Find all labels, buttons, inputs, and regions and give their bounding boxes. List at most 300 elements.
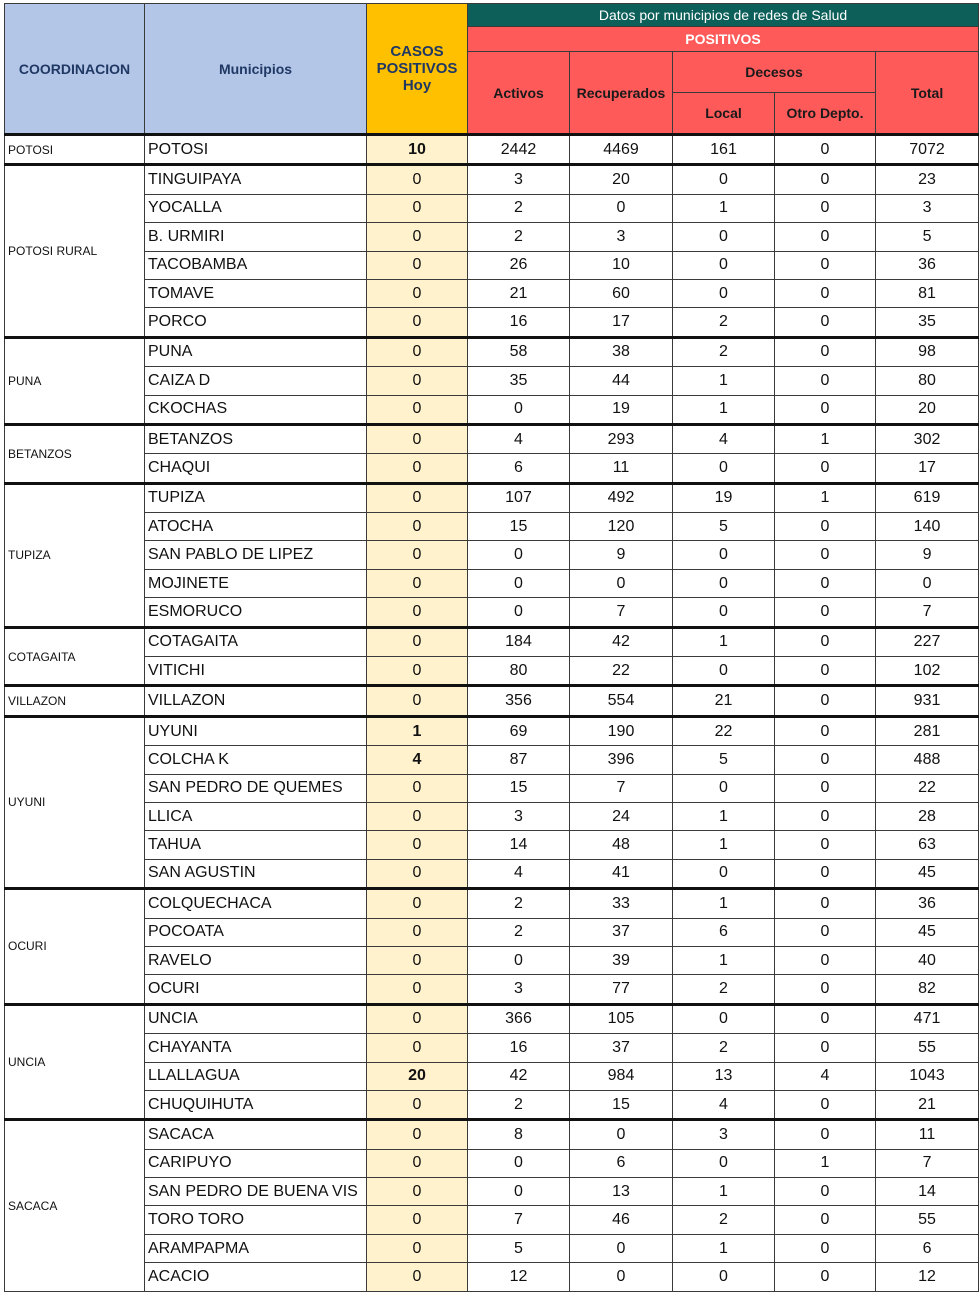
activos-cell: 3 [468, 165, 570, 194]
municipio-cell: ARAMPAPMA [145, 1234, 367, 1262]
table-row [5, 1004, 979, 1033]
activos-cell: 21 [468, 279, 570, 307]
total-cell: 23 [876, 165, 979, 194]
activos-cell: 2442 [468, 135, 570, 165]
local-cell: 1 [673, 1178, 775, 1206]
total-cell: 140 [876, 513, 979, 541]
municipio-cell: TOMAVE [145, 279, 367, 307]
local-cell: 4 [673, 424, 775, 453]
total-cell: 98 [876, 337, 979, 366]
otro-depto-cell: 0 [775, 1234, 876, 1262]
casos-hoy-cell: 0 [367, 918, 468, 946]
local-cell: 1 [673, 831, 775, 859]
municipio-cell: SAN PABLO DE LIPEZ [145, 541, 367, 569]
table-row [5, 1206, 979, 1234]
recuperados-cell: 48 [570, 831, 673, 859]
activos-cell: 0 [468, 541, 570, 569]
table-row [5, 746, 979, 774]
table-row [5, 337, 979, 366]
activos-cell: 4 [468, 859, 570, 888]
recuperados-cell: 0 [570, 1120, 673, 1149]
local-cell: 1 [673, 395, 775, 424]
otro-depto-cell: 0 [775, 135, 876, 165]
total-cell: 6 [876, 1234, 979, 1262]
activos-cell: 14 [468, 831, 570, 859]
municipio-cell: PORCO [145, 308, 367, 337]
otro-depto-cell: 0 [775, 1034, 876, 1062]
table-row [5, 686, 979, 716]
header-recuperados: Recuperados [570, 52, 673, 135]
total-cell: 80 [876, 367, 979, 395]
table-row [5, 569, 979, 597]
otro-depto-cell: 0 [775, 1206, 876, 1234]
activos-cell: 4 [468, 424, 570, 453]
otro-depto-cell: 0 [775, 308, 876, 337]
table-row [5, 279, 979, 307]
otro-depto-cell: 0 [775, 513, 876, 541]
otro-depto-cell: 0 [775, 802, 876, 830]
otro-depto-cell: 0 [775, 194, 876, 222]
coordinacion-cell: COTAGAITA [5, 627, 145, 686]
recuperados-cell: 38 [570, 337, 673, 366]
header-municipios: Municipios [145, 4, 367, 135]
table-row [5, 454, 979, 483]
table-row [5, 194, 979, 222]
total-cell: 35 [876, 308, 979, 337]
otro-depto-cell: 1 [775, 424, 876, 453]
local-cell: 0 [673, 251, 775, 279]
coordinacion-cell: SACACA [5, 1120, 145, 1291]
table-row [5, 859, 979, 888]
casos-hoy-cell: 0 [367, 598, 468, 627]
total-cell: 1043 [876, 1062, 979, 1090]
total-cell: 55 [876, 1034, 979, 1062]
recuperados-cell: 37 [570, 1034, 673, 1062]
activos-cell: 2 [468, 194, 570, 222]
municipio-cell: ATOCHA [145, 513, 367, 541]
municipio-cell: VITICHI [145, 657, 367, 686]
recuperados-cell: 0 [570, 1234, 673, 1262]
municipio-cell: OCURI [145, 975, 367, 1004]
otro-depto-cell: 0 [775, 1004, 876, 1033]
activos-cell: 3 [468, 802, 570, 830]
local-cell: 2 [673, 1034, 775, 1062]
recuperados-cell: 0 [570, 194, 673, 222]
table-row [5, 918, 979, 946]
activos-cell: 16 [468, 308, 570, 337]
otro-depto-cell: 0 [775, 279, 876, 307]
local-cell: 0 [673, 1149, 775, 1177]
total-cell: 22 [876, 774, 979, 802]
otro-depto-cell: 0 [775, 1178, 876, 1206]
table-row [5, 251, 979, 279]
local-cell: 1 [673, 946, 775, 974]
otro-depto-cell: 0 [775, 859, 876, 888]
casos-hoy-cell: 0 [367, 367, 468, 395]
coordinacion-cell: VILLAZON [5, 686, 145, 716]
local-cell: 2 [673, 308, 775, 337]
total-cell: 102 [876, 657, 979, 686]
municipio-cell: POCOATA [145, 918, 367, 946]
recuperados-cell: 22 [570, 657, 673, 686]
total-cell: 45 [876, 918, 979, 946]
coordinacion-cell: BETANZOS [5, 424, 145, 483]
recuperados-cell: 396 [570, 746, 673, 774]
municipio-cell: LLICA [145, 802, 367, 830]
total-cell: 619 [876, 483, 979, 512]
activos-cell: 184 [468, 627, 570, 656]
coordinacion-cell: UNCIA [5, 1004, 145, 1120]
recuperados-cell: 190 [570, 716, 673, 745]
activos-cell: 15 [468, 513, 570, 541]
otro-depto-cell: 0 [775, 395, 876, 424]
activos-cell: 42 [468, 1062, 570, 1090]
local-cell: 1 [673, 194, 775, 222]
casos-hoy-cell: 0 [367, 1263, 468, 1291]
municipio-cell: UNCIA [145, 1004, 367, 1033]
local-cell: 3 [673, 1120, 775, 1149]
otro-depto-cell: 0 [775, 454, 876, 483]
recuperados-cell: 33 [570, 889, 673, 918]
recuperados-cell: 4469 [570, 135, 673, 165]
activos-cell: 2 [468, 223, 570, 251]
recuperados-cell: 42 [570, 627, 673, 656]
casos-hoy-cell: 0 [367, 279, 468, 307]
casos-hoy-cell: 4 [367, 746, 468, 774]
casos-hoy-cell: 0 [367, 657, 468, 686]
recuperados-cell: 7 [570, 598, 673, 627]
casos-hoy-cell: 0 [367, 424, 468, 453]
activos-cell: 0 [468, 946, 570, 974]
table-row [5, 513, 979, 541]
casos-hoy-cell: 0 [367, 541, 468, 569]
local-cell: 161 [673, 135, 775, 165]
activos-cell: 356 [468, 686, 570, 716]
table-row [5, 165, 979, 194]
activos-cell: 0 [468, 395, 570, 424]
table-row [5, 395, 979, 424]
table-row [5, 946, 979, 974]
coordinacion-cell: TUPIZA [5, 483, 145, 627]
total-cell: 40 [876, 946, 979, 974]
local-cell: 0 [673, 279, 775, 307]
table-row [5, 598, 979, 627]
table-row [5, 541, 979, 569]
municipio-cell: SAN PEDRO DE BUENA VIS [145, 1178, 367, 1206]
recuperados-cell: 9 [570, 541, 673, 569]
municipio-cell: ESMORUCO [145, 598, 367, 627]
table-row [5, 1263, 979, 1291]
table-row [5, 1149, 979, 1177]
total-cell: 20 [876, 395, 979, 424]
casos-hoy-cell: 0 [367, 337, 468, 366]
local-cell: 1 [673, 367, 775, 395]
total-cell: 302 [876, 424, 979, 453]
activos-cell: 2 [468, 918, 570, 946]
activos-cell: 58 [468, 337, 570, 366]
recuperados-cell: 60 [570, 279, 673, 307]
otro-depto-cell: 0 [775, 1120, 876, 1149]
casos-hoy-cell: 0 [367, 975, 468, 1004]
recuperados-cell: 293 [570, 424, 673, 453]
municipio-cell: SAN AGUSTIN [145, 859, 367, 888]
municipio-cell: UYUNI [145, 716, 367, 745]
total-cell: 227 [876, 627, 979, 656]
casos-hoy-cell: 0 [367, 627, 468, 656]
table-row [5, 889, 979, 918]
local-cell: 0 [673, 454, 775, 483]
casos-hoy-cell: 0 [367, 831, 468, 859]
coordinacion-cell: UYUNI [5, 716, 145, 888]
casos-hoy-cell: 0 [367, 1090, 468, 1119]
local-cell: 0 [673, 541, 775, 569]
recuperados-cell: 46 [570, 1206, 673, 1234]
table-row [5, 424, 979, 453]
activos-cell: 69 [468, 716, 570, 745]
recuperados-cell: 19 [570, 395, 673, 424]
casos-hoy-cell: 0 [367, 165, 468, 194]
municipio-cell: COTAGAITA [145, 627, 367, 656]
local-cell: 0 [673, 223, 775, 251]
table-row [5, 831, 979, 859]
municipio-cell: LLALLAGUA [145, 1062, 367, 1090]
casos-hoy-cell: 0 [367, 1004, 468, 1033]
casos-hoy-cell: 0 [367, 1149, 468, 1177]
casos-hoy-cell: 0 [367, 1206, 468, 1234]
municipio-cell: TAHUA [145, 831, 367, 859]
recuperados-cell: 77 [570, 975, 673, 1004]
local-cell: 1 [673, 802, 775, 830]
otro-depto-cell: 0 [775, 889, 876, 918]
table-row [5, 483, 979, 512]
total-cell: 63 [876, 831, 979, 859]
municipio-cell: CKOCHAS [145, 395, 367, 424]
local-cell: 0 [673, 657, 775, 686]
activos-cell: 5 [468, 1234, 570, 1262]
activos-cell: 80 [468, 657, 570, 686]
activos-cell: 3 [468, 975, 570, 1004]
municipio-cell: YOCALLA [145, 194, 367, 222]
table-row [5, 975, 979, 1004]
table-row [5, 657, 979, 686]
casos-hoy-cell: 0 [367, 251, 468, 279]
total-cell: 7 [876, 1149, 979, 1177]
total-cell: 28 [876, 802, 979, 830]
recuperados-cell: 554 [570, 686, 673, 716]
table-row [5, 802, 979, 830]
municipio-cell: SAN PEDRO DE QUEMES [145, 774, 367, 802]
activos-cell: 0 [468, 1178, 570, 1206]
otro-depto-cell: 0 [775, 946, 876, 974]
local-cell: 2 [673, 1206, 775, 1234]
coordinacion-cell: PUNA [5, 337, 145, 424]
recuperados-cell: 24 [570, 802, 673, 830]
municipio-cell: POTOSI [145, 135, 367, 165]
local-cell: 13 [673, 1062, 775, 1090]
table-row [5, 1062, 979, 1090]
otro-depto-cell: 0 [775, 165, 876, 194]
municipio-cell: BETANZOS [145, 424, 367, 453]
casos-hoy-cell: 0 [367, 513, 468, 541]
coordinacion-cell: POTOSI [5, 135, 145, 165]
total-cell: 5 [876, 223, 979, 251]
casos-hoy-cell: 0 [367, 1120, 468, 1149]
municipio-cell: COLCHA K [145, 746, 367, 774]
table-row [5, 1234, 979, 1262]
municipio-cell: PUNA [145, 337, 367, 366]
table-row [5, 716, 979, 745]
recuperados-cell: 13 [570, 1178, 673, 1206]
table-row [5, 774, 979, 802]
municipio-cell: COLQUECHACA [145, 889, 367, 918]
total-cell: 7 [876, 598, 979, 627]
activos-cell: 12 [468, 1263, 570, 1291]
municipio-cell: TINGUIPAYA [145, 165, 367, 194]
header-activos: Activos [468, 52, 570, 135]
recuperados-cell: 11 [570, 454, 673, 483]
casos-hoy-cell: 0 [367, 395, 468, 424]
casos-hoy-cell: 0 [367, 859, 468, 888]
activos-cell: 16 [468, 1034, 570, 1062]
total-cell: 17 [876, 454, 979, 483]
casos-hoy-cell: 0 [367, 483, 468, 512]
activos-cell: 2 [468, 889, 570, 918]
local-cell: 19 [673, 483, 775, 512]
table-row [5, 1178, 979, 1206]
total-cell: 21 [876, 1090, 979, 1119]
recuperados-cell: 7 [570, 774, 673, 802]
municipio-cell: SACACA [145, 1120, 367, 1149]
municipio-cell: MOJINETE [145, 569, 367, 597]
total-cell: 471 [876, 1004, 979, 1033]
casos-hoy-cell: 0 [367, 802, 468, 830]
recuperados-cell: 20 [570, 165, 673, 194]
recuperados-cell: 39 [570, 946, 673, 974]
otro-depto-cell: 4 [775, 1062, 876, 1090]
recuperados-cell: 41 [570, 859, 673, 888]
activos-cell: 87 [468, 746, 570, 774]
total-cell: 12 [876, 1263, 979, 1291]
activos-cell: 366 [468, 1004, 570, 1033]
recuperados-cell: 17 [570, 308, 673, 337]
activos-cell: 0 [468, 1149, 570, 1177]
total-cell: 14 [876, 1178, 979, 1206]
total-cell: 7072 [876, 135, 979, 165]
total-cell: 82 [876, 975, 979, 1004]
local-cell: 5 [673, 746, 775, 774]
total-cell: 55 [876, 1206, 979, 1234]
recuperados-cell: 37 [570, 918, 673, 946]
local-cell: 6 [673, 918, 775, 946]
casos-hoy-cell: 0 [367, 946, 468, 974]
otro-depto-cell: 0 [775, 918, 876, 946]
local-cell: 1 [673, 1234, 775, 1262]
municipio-cell: CARIPUYO [145, 1149, 367, 1177]
municipio-cell: CHAYANTA [145, 1034, 367, 1062]
otro-depto-cell: 0 [775, 1090, 876, 1119]
total-cell: 36 [876, 251, 979, 279]
otro-depto-cell: 0 [775, 223, 876, 251]
casos-hoy-cell: 1 [367, 716, 468, 745]
total-cell: 931 [876, 686, 979, 716]
otro-depto-cell: 0 [775, 657, 876, 686]
activos-cell: 35 [468, 367, 570, 395]
casos-hoy-cell: 0 [367, 223, 468, 251]
casos-hoy-cell: 0 [367, 889, 468, 918]
coordinacion-cell: OCURI [5, 889, 145, 1005]
activos-cell: 0 [468, 569, 570, 597]
activos-cell: 107 [468, 483, 570, 512]
total-cell: 81 [876, 279, 979, 307]
otro-depto-cell: 0 [775, 746, 876, 774]
otro-depto-cell: 0 [775, 686, 876, 716]
casos-hoy-cell: 0 [367, 194, 468, 222]
recuperados-cell: 3 [570, 223, 673, 251]
casos-hoy-cell: 0 [367, 1034, 468, 1062]
recuperados-cell: 120 [570, 513, 673, 541]
municipio-cell: RAVELO [145, 946, 367, 974]
recuperados-cell: 492 [570, 483, 673, 512]
otro-depto-cell: 0 [775, 569, 876, 597]
local-cell: 2 [673, 975, 775, 1004]
otro-depto-cell: 0 [775, 1263, 876, 1291]
activos-cell: 7 [468, 1206, 570, 1234]
local-cell: 2 [673, 337, 775, 366]
municipio-cell: VILLAZON [145, 686, 367, 716]
otro-depto-cell: 0 [775, 541, 876, 569]
local-cell: 0 [673, 569, 775, 597]
total-cell: 45 [876, 859, 979, 888]
activos-cell: 26 [468, 251, 570, 279]
activos-cell: 2 [468, 1090, 570, 1119]
header-positivos: POSITIVOS [468, 27, 979, 52]
otro-depto-cell: 1 [775, 483, 876, 512]
total-cell: 0 [876, 569, 979, 597]
table-row [5, 627, 979, 656]
municipio-cell: TACOBAMBA [145, 251, 367, 279]
recuperados-cell: 10 [570, 251, 673, 279]
municipio-cell: ACACIO [145, 1263, 367, 1291]
recuperados-cell: 0 [570, 1263, 673, 1291]
otro-depto-cell: 0 [775, 716, 876, 745]
table-body [5, 135, 979, 1292]
total-cell: 36 [876, 889, 979, 918]
table-row [5, 135, 979, 165]
header-local: Local [673, 93, 775, 135]
casos-hoy-cell: 0 [367, 569, 468, 597]
local-cell: 0 [673, 774, 775, 802]
total-cell: 281 [876, 716, 979, 745]
local-cell: 5 [673, 513, 775, 541]
municipios-table [4, 3, 979, 1292]
table-row [5, 1090, 979, 1119]
casos-hoy-cell: 20 [367, 1062, 468, 1090]
header-total: Total [876, 52, 979, 135]
municipio-cell: TORO TORO [145, 1206, 367, 1234]
table-row [5, 367, 979, 395]
coordinacion-cell: POTOSI RURAL [5, 165, 145, 337]
local-cell: 22 [673, 716, 775, 745]
municipio-cell: CHAQUI [145, 454, 367, 483]
casos-hoy-cell: 0 [367, 454, 468, 483]
otro-depto-cell: 0 [775, 627, 876, 656]
header-datos: Datos por municipios de redes de Salud [468, 4, 979, 27]
otro-depto-cell: 0 [775, 367, 876, 395]
local-cell: 0 [673, 1263, 775, 1291]
local-cell: 21 [673, 686, 775, 716]
recuperados-cell: 0 [570, 569, 673, 597]
header-otro-depto: Otro Depto. [775, 93, 876, 135]
